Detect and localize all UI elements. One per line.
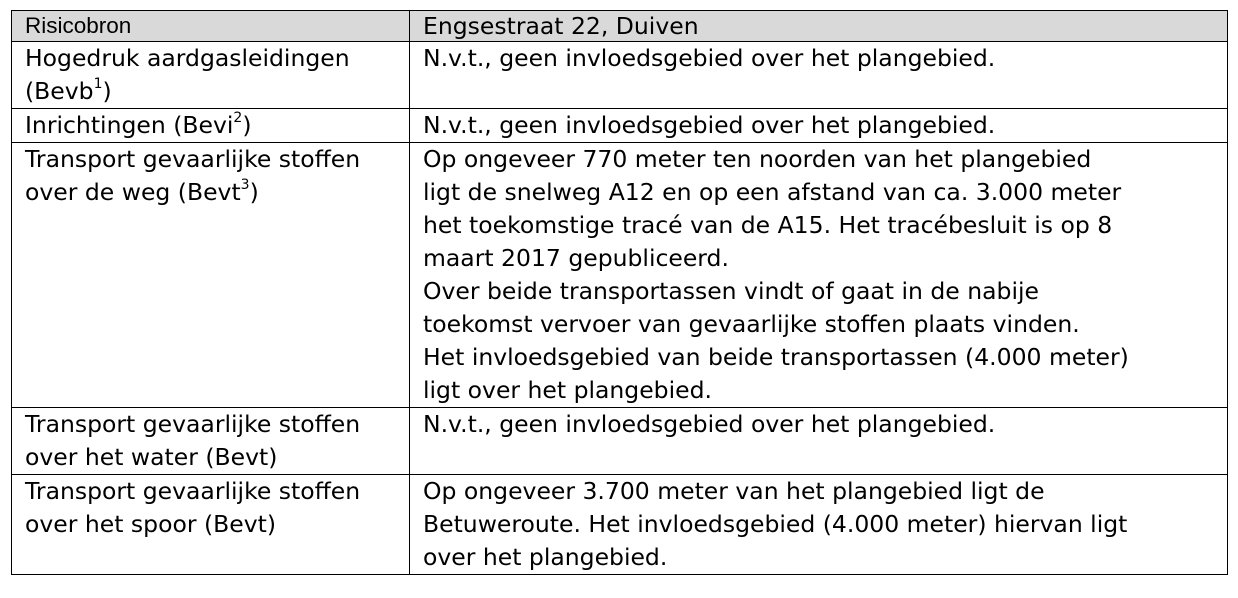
cell-text-line: Het invloedsgebied van beide transportassen (4.000 meter) — [423, 343, 1129, 371]
cell-text-line: het toekomstige tracé van de A15. Het tracébesluit is op 8 — [423, 211, 1113, 239]
assessment-cell — [410, 109, 1228, 143]
table-row — [12, 408, 1228, 475]
table-row — [12, 42, 1228, 109]
cell-text-line: over het spoor (Bevt) — [25, 510, 276, 538]
table-row — [12, 109, 1228, 143]
cell-text: (Bevb — [25, 77, 94, 105]
cell-text-line: ligt over het plangebied. — [423, 376, 712, 404]
risk-source-cell — [12, 42, 410, 109]
cell-text-line: N.v.t., geen invloedsgebied over het plangebied. — [423, 410, 996, 438]
cell-text-line: N.v.t., geen invloedsgebied over het plangebied. — [423, 111, 996, 139]
cell-text-line: Over beide transportassen vindt of gaat in de nabije — [423, 277, 1039, 305]
assessment-cell — [410, 408, 1228, 475]
footnote-marker: 2 — [233, 110, 243, 127]
cell-text-line: Transport gevaarlijke stoffen — [25, 477, 361, 505]
cell-text-line: Hogedruk aardgasleidingen — [25, 44, 350, 72]
risk-source-cell — [12, 109, 410, 143]
cell-text-line: Betuweroute. Het invloedsgebied (4.000 meter) hiervan ligt — [423, 510, 1128, 538]
footnote-marker: 3 — [240, 177, 250, 194]
cell-text-line — [25, 176, 399, 209]
cell-text-line: over het plangebied. — [423, 543, 668, 571]
cell-text-line: Op ongeveer 770 meter ten noorden van het plangebied — [423, 145, 1092, 173]
cell-text-line: toekomst vervoer van gevaarlijke stoffen plaats vinden. — [423, 310, 1080, 338]
cell-text: over de weg (Bevt — [25, 178, 241, 206]
cell-text-line: N.v.t., geen invloedsgebied over het plangebied. — [423, 44, 996, 72]
cell-text-line: Transport gevaarlijke stoffen — [25, 410, 361, 438]
cell-text-line — [25, 75, 399, 108]
cell-text: ) — [242, 111, 252, 139]
assessment-cell — [410, 475, 1228, 575]
risk-source-cell — [12, 143, 410, 408]
risk-source-table — [11, 10, 1228, 575]
risk-source-cell — [12, 475, 410, 575]
header-cell-source: Risicobron — [12, 11, 410, 42]
cell-text-line: Transport gevaarlijke stoffen — [25, 145, 361, 173]
cell-text: ) — [249, 178, 259, 206]
assessment-cell — [410, 143, 1228, 408]
risk-source-cell — [12, 408, 410, 475]
cell-text: ) — [102, 77, 112, 105]
cell-text-line: ligt de snelweg A12 en op een afstand van ca. 3.000 meter — [423, 178, 1122, 206]
cell-text-line — [25, 109, 399, 142]
table-row — [12, 475, 1228, 575]
table-header-row — [12, 11, 1228, 42]
header-cell-location: Engsestraat 22, Duiven — [410, 11, 1228, 42]
cell-text-line: maart 2017 gepubliceerd. — [423, 244, 729, 272]
table-row — [12, 143, 1228, 408]
cell-text: Inrichtingen (Bevi — [25, 111, 234, 139]
footnote-marker: 1 — [93, 76, 103, 93]
cell-text-line: over het water (Bevt) — [25, 443, 278, 471]
cell-text-line: Op ongeveer 3.700 meter van het plangebied ligt de — [423, 477, 1045, 505]
assessment-cell — [410, 42, 1228, 109]
